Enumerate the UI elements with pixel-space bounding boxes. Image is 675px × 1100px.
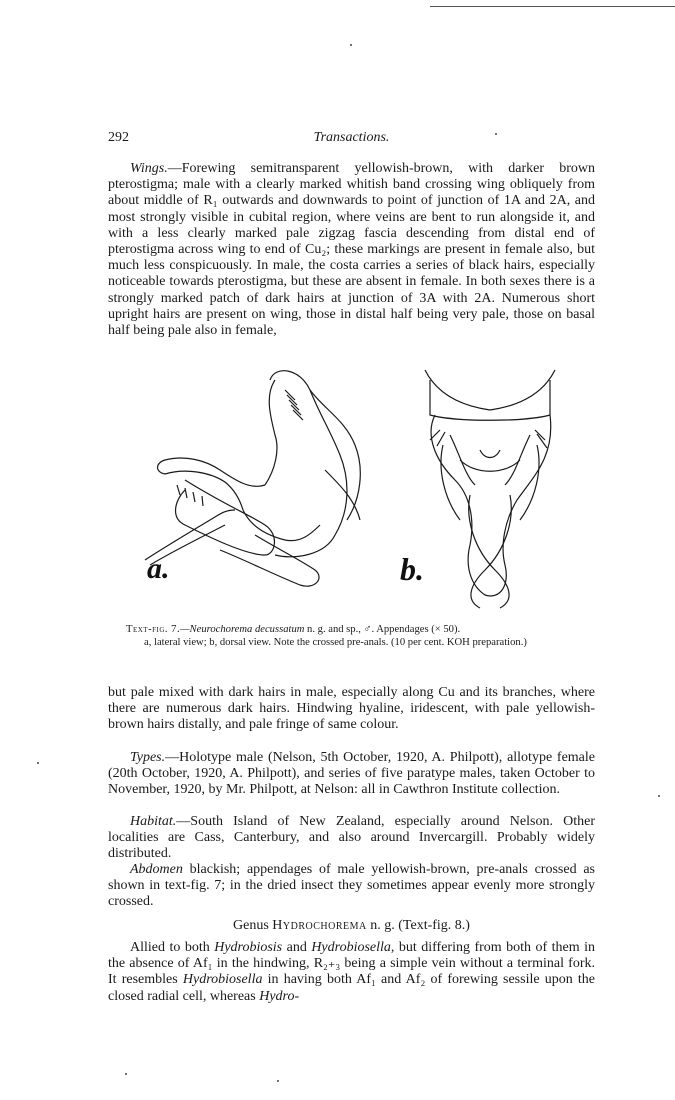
scan-speck [125,1073,127,1075]
allied-hydrobiosis: Hydrobiosis [214,940,283,955]
genus-rest: n. g. (Text-fig. 8.) [366,918,470,933]
wings-label: Wings. [130,161,168,176]
genus-heading [108,918,595,934]
paragraph-habitat [108,814,595,863]
allied-text-3: , but differing from both of them in the absence of Af₁ in the hindwing, R₂₊₃ being a simple vein without a terminal fork. It resembles [108,940,595,988]
appendage-drawings [125,360,595,615]
scan-speck [277,1080,279,1082]
habitat-text: —South Island of New Zealand, especially around Nelson. Other localities are Cass, Canterbury, and also around Invercargill. Probably widely distributed. [108,814,595,862]
paragraph-wings [108,161,595,339]
paragraph-allied [108,940,595,1005]
abdomen-text: blackish; appendages of male yellowish-brown, pre-anals crossed as shown in text-fig. 7; in the dried insect they sometimes appear evenly more strongly crossed. [108,862,595,910]
wings-text: —Forewing semitransparent yellowish-brown, with darker brown pterostigma; male with a clearly marked whitish band crossing wing obliquely from about middle of R₁ outwards and downwards to point of junction of 1A and 2A, and most strongly visible in cubital region, where veins are bent to run alongside it, and with a less clearly marked pale zigzag fascia descending from distal end of pterostigma across wing to end of Cu₂; these markings are present in female also, but much less conspicuously. In male, the costa carries a series of black hairs, especially noticeable towards pterostigma, but these are absent in female. In both sexes there is a strongly marked patch of dark hairs at junction of 3A with 2A. Numerous short upright hairs are present on wing, those in distal half being very pale, those on basal half being pale also in female, [108,161,595,339]
genus-word: Genus [233,918,273,933]
figure-7 [125,360,595,615]
page-header [108,130,595,150]
paragraph-abdomen [108,862,595,911]
figure-a-lateral-view [145,371,360,586]
allied-text-1: Allied to both [130,940,215,955]
figure-label-a: a. [147,552,170,585]
abdomen-label: Abdomen [130,862,183,877]
types-label: Types. [130,750,166,765]
figure-b-dorsal-view [425,370,555,608]
caption-prefix: Text-fig. 7. [126,624,181,635]
caption-line1-rest: n. g. and sp., ♂. Appendages (× 50). [304,624,461,635]
caption-line2: a, lateral view; b, dorsal view. Note the crossed pre-anals. (10 per cent. KOH preparation.) [144,637,527,648]
habitat-label: Habitat. [130,814,177,829]
allied-text-4: in having both Af₁ and Af₂ of forewing sessile upon the closed radial cell, whereas [108,972,596,1004]
scan-speck [658,795,660,797]
allied-text-2: and [282,940,312,955]
scan-speck [350,44,352,46]
genus-name: Hydrochorema [272,918,367,933]
page-number: 292 [108,130,129,145]
figure-label-b: b. [400,551,424,587]
allied-hydrobiosella-2: Hydrobiosella [182,972,263,988]
paragraph-wings-continued: but pale mixed with dark hairs in male, especially along Cu and its branches, where there are numerous dark hairs. Hindwing hyaline, iridescent, with pale yellowish-brown hairs distally, and pale fringe of same colour. [108,685,595,733]
types-text: —Holotype male (Nelson, 5th October, 1920, A. Philpott), allotype female (20th October, 1920, A. Philpott), and series of five paratype males, taken October to November, 1920, by Mr. Philpott, at Nelson: all in Cawthron Institute collection. [108,750,595,798]
running-title: Transactions. [313,130,390,145]
scan-speck [495,133,497,135]
caption-taxon: —Neurochorema decussatum [180,624,305,635]
allied-hydro: Hydro- [259,988,300,1004]
figure-caption [126,623,581,649]
top-rule [430,6,675,7]
allied-hydrobiosella: Hydrobiosella [311,940,391,955]
paragraph-types [108,750,595,799]
scan-speck [37,762,39,764]
